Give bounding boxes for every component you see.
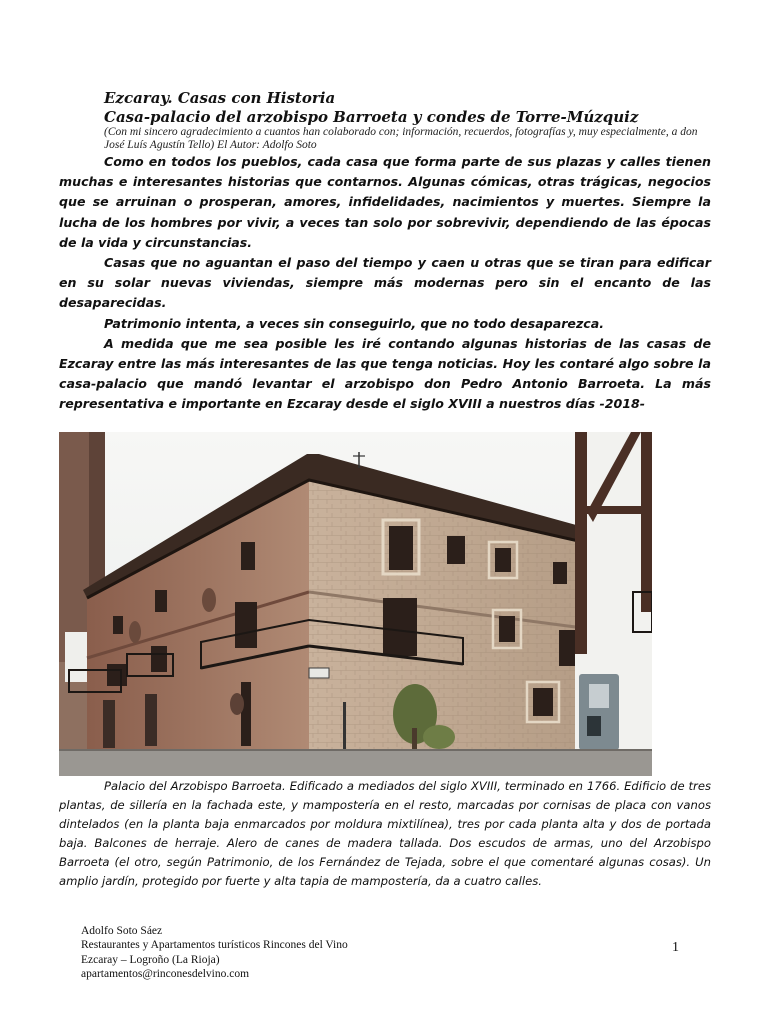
paragraph-2: Casas que no aguantan el paso del tiempo y caen u otras que se tiran para edificar en su solar nuevas viviendas, siempre más modernas pero sin el encanto de las desaparecidas. [59, 255, 711, 311]
page-number: 1 [672, 940, 679, 955]
body-text [59, 152, 711, 415]
footer-email: apartamentos@rinconesdelvino.com [81, 968, 250, 981]
footer-business: Restaurantes y Apartamentos turísticos Rincones del Vino [81, 939, 348, 952]
acknowledgement-note: (Con mi sincero agradecimiento a cuantos han colaborado con; información, recuerdos, fotografías y, muy especialmente, a don José Luís Agustín Tello) El Autor: Adolfo Soto [104, 126, 698, 151]
photo-caption [59, 777, 711, 891]
page-footer [81, 924, 348, 982]
footer-location: Ezcaray – Logroño (La Rioja) [81, 953, 220, 966]
paragraph-4: A medida que me sea posible les iré contando algunas historias de las casas de Ezcaray entre las más interesantes de las que tenga noticias. Hoy les contaré algo sobre la casa-palacio que mandó levantar el arzobispo don Pedro Antonio Barroeta. La más representativa e importante en Ezcaray desde el siglo XVIII a nuestros días -2018- [59, 335, 711, 412]
palace-photo [59, 432, 652, 776]
paragraph-1: Como en todos los pueblos, cada casa que forma parte de sus plazas y calles tienen muchas e interesantes historias que contarnos. Algunas cómicas, otras trágicas, negocios que se arruinan o prosperan, amores, infidelidades, nacimientos y muertes. Siempre la lucha de los hombres por vivir, a veces tan solo por sobrevivir, dependiendo de las épocas de la vida y circunstancias. [59, 154, 711, 250]
document-title: Ezcaray. Casas con Historia [104, 89, 336, 107]
document-subtitle: Casa-palacio del arzobispo Barroeta y condes de Torre-Múzquiz [104, 108, 639, 126]
paragraph-3: Patrimonio intenta, a veces sin conseguirlo, que no todo desaparezca. [104, 315, 605, 331]
photo-caption-text: Palacio del Arzobispo Barroeta. Edificado a mediados del siglo XVIII, terminado en 1766. Edificio de tres plantas, de sillería en la fachada este, y mampostería en el resto, marcadas por cornisas de placa con vanos dintelados (en la planta baja enmarcados por moldura mixtilínea), tres por cada planta alta y dos de portada baja. Balcones de herraje. Alero de canes de madera tallada. Dos escudos de armas, uno del Arzobispo Barroeta (el otro, según Patrimonio, de los Fernández de Tejada, sobre el que comentaré algunas cosas). Un amplio jardín, protegido por fuerte y alta tapia de mampostería, da a cuatro calles. [59, 779, 711, 888]
footer-author: Adolfo Soto Sáez [81, 925, 163, 937]
